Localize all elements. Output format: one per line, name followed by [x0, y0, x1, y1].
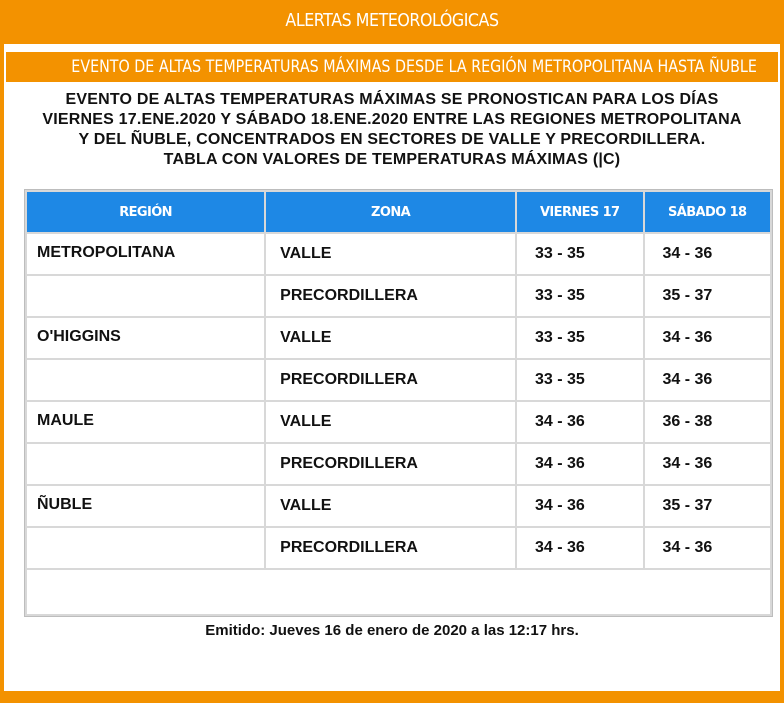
zone-cell: PRECORDILLERA	[266, 444, 515, 484]
saturday-temp-cell: 35 - 37	[645, 486, 771, 526]
table-spacer-row	[27, 570, 770, 614]
column-header-region: REGIÓN	[27, 192, 264, 232]
table-row	[27, 528, 770, 568]
table-header-row	[27, 192, 770, 232]
saturday-temp-cell: 35 - 37	[645, 276, 771, 316]
region-cell	[27, 444, 264, 484]
spacer-cell	[27, 570, 770, 614]
description-line: EVENTO DE ALTAS TEMPERATURAS MÁXIMAS SE PRONOSTICAN PARA LOS DÍAS	[65, 91, 719, 108]
table-row	[27, 486, 770, 526]
description-line: VIERNES 17.ENE.2020 Y SÁBADO 18.ENE.2020 ENTRE LAS REGIONES METROPOLITANA	[42, 111, 742, 128]
event-title-bar	[6, 50, 778, 82]
friday-temp-cell: 34 - 36	[517, 486, 643, 526]
region-cell	[27, 528, 264, 568]
zone-cell: VALLE	[266, 486, 515, 526]
region-cell	[27, 276, 264, 316]
friday-temp-cell: 34 - 36	[517, 402, 643, 442]
event-title: EVENTO DE ALTAS TEMPERATURAS MÁXIMAS DESDE LA REGIÓN METROPOLITANA HASTA ÑUBLE	[71, 57, 757, 77]
region-cell: ÑUBLE	[27, 486, 264, 526]
friday-temp-cell: 34 - 36	[517, 528, 643, 568]
page-title: ALERTAS METEOROLÓGICAS	[51, 0, 734, 44]
region-cell: METROPOLITANA	[27, 234, 264, 274]
zone-cell: PRECORDILLERA	[266, 360, 515, 400]
zone-cell: PRECORDILLERA	[266, 276, 515, 316]
friday-temp-cell: 33 - 35	[517, 318, 643, 358]
zone-cell: PRECORDILLERA	[266, 528, 515, 568]
table-row	[27, 318, 770, 358]
zone-cell: VALLE	[266, 234, 515, 274]
emitted-timestamp: Emitido: Jueves 16 de enero de 2020 a las 12:17 hrs.	[205, 622, 579, 639]
column-header-zone: ZONA	[266, 192, 515, 232]
friday-temp-cell: 33 - 35	[517, 360, 643, 400]
saturday-temp-cell: 34 - 36	[645, 528, 771, 568]
table-row	[27, 276, 770, 316]
saturday-temp-cell: 34 - 36	[645, 318, 771, 358]
event-description	[18, 90, 766, 170]
description-line: TABLA CON VALORES DE TEMPERATURAS MÁXIMAS (|C)	[163, 151, 621, 168]
region-cell: MAULE	[27, 402, 264, 442]
friday-temp-cell: 33 - 35	[517, 234, 643, 274]
column-header-saturday: SÁBADO 18	[645, 192, 771, 232]
column-header-friday: VIERNES 17	[517, 192, 643, 232]
saturday-temp-cell: 34 - 36	[645, 360, 771, 400]
saturday-temp-cell: 34 - 36	[645, 444, 771, 484]
zone-cell: VALLE	[266, 318, 515, 358]
zone-cell: VALLE	[266, 402, 515, 442]
table-row	[27, 360, 770, 400]
top-banner	[4, 0, 780, 44]
saturday-temp-cell: 34 - 36	[645, 234, 771, 274]
table-row	[27, 444, 770, 484]
table-row	[27, 234, 770, 274]
temperature-table	[24, 189, 773, 617]
friday-temp-cell: 33 - 35	[517, 276, 643, 316]
friday-temp-cell: 34 - 36	[517, 444, 643, 484]
table-row	[27, 402, 770, 442]
description-line: Y DEL ÑUBLE, CONCENTRADOS EN SECTORES DE VALLE Y PRECORDILLERA.	[78, 131, 706, 148]
region-cell: O'HIGGINS	[27, 318, 264, 358]
saturday-temp-cell: 36 - 38	[645, 402, 771, 442]
region-cell	[27, 360, 264, 400]
